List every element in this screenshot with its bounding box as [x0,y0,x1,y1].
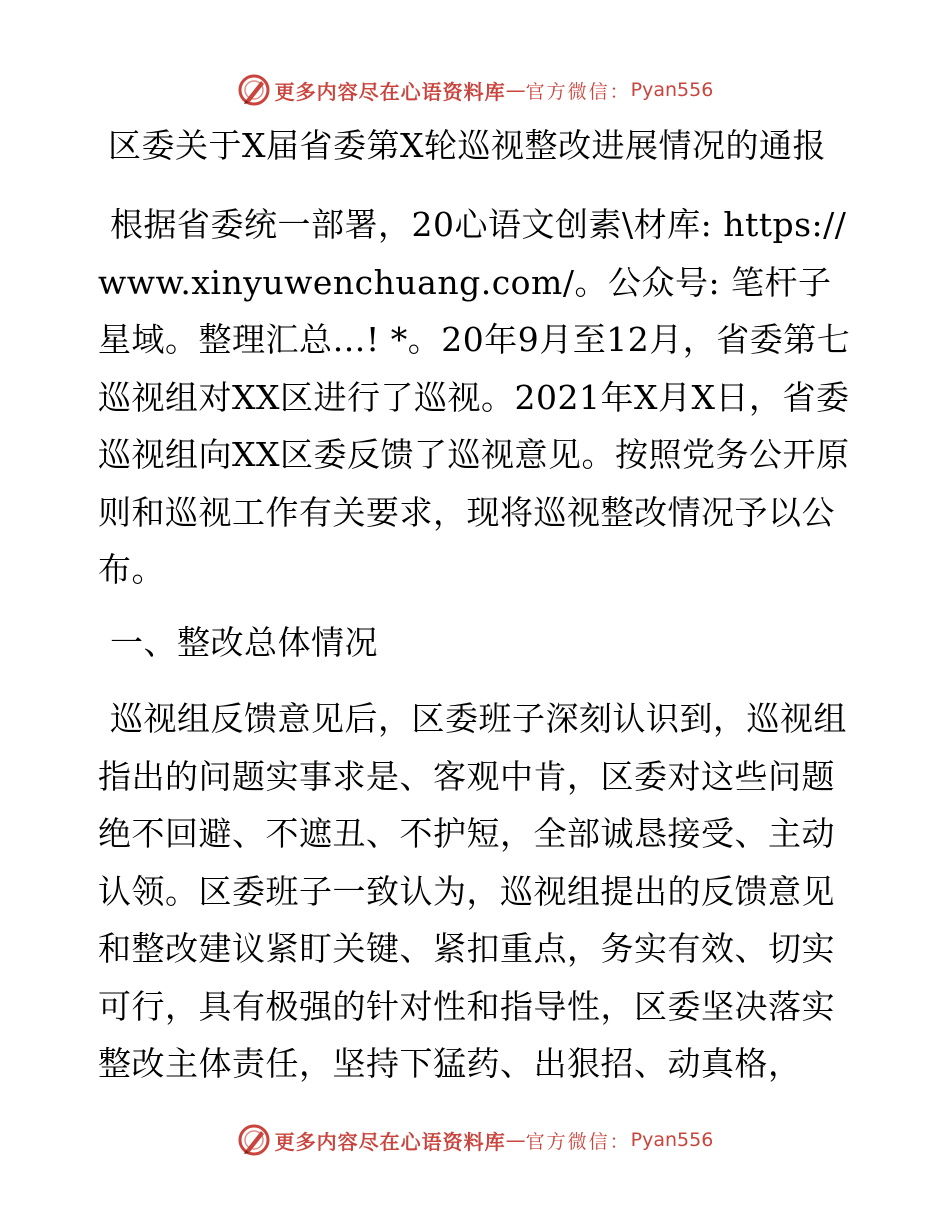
pen-nib-logo-icon [237,73,271,107]
watermark-tagline: 更多内容尽在心语资料库 [274,79,506,104]
watermark-dash: — [505,78,526,102]
watermark-wechat-label: 官方微信： [525,1130,631,1153]
body-paragraph-rectification: 巡视组反馈意见后，区委班子深刻认识到，巡视组指出的问题实事求是、客观中肯，区委对这些问题绝不回避、不遮丑、不护短，全部诚恳接受、主动认领。区委班子一致认为，巡视组提出的反馈意见和整改建议紧盯关键、紧扣重点，务实有效、切实可行，具有极强的针对性和指导性，区委坚决落实整改主体责任，坚持下猛药、出狠招、动真格， [98,699,847,1083]
watermark-dash: — [505,1128,526,1152]
document-title: 区委关于X届省委第X轮巡视整改进展情况的通报 [108,126,826,165]
watermark-wechat-id: Pyan556 [630,1129,714,1151]
body-paragraph-intro: 根据省委统一部署，20心语文创素\材库: https://www.xinyuwenchuang.com/。公众号: 笔杆子星域。整理汇总…! *。20年9月至12月，省委第七巡视组对XX区进行了巡视。2021年X月X日，省委巡视组向XX区委反馈了巡视意见。按照党务公开原则和巡视工作有关要求，现将巡视整改情况予以公布。 [98,205,851,589]
watermark-wechat-label: 官方微信： [525,80,631,103]
pen-nib-logo-icon [237,1123,271,1157]
watermark-tagline: 更多内容尽在心语资料库 [274,1129,506,1154]
header-watermark-banner [0,70,950,110]
watermark-wechat-id: Pyan556 [630,79,714,101]
section-heading: 一、整改总体情况 [110,623,378,662]
footer-watermark-banner [0,1120,950,1160]
